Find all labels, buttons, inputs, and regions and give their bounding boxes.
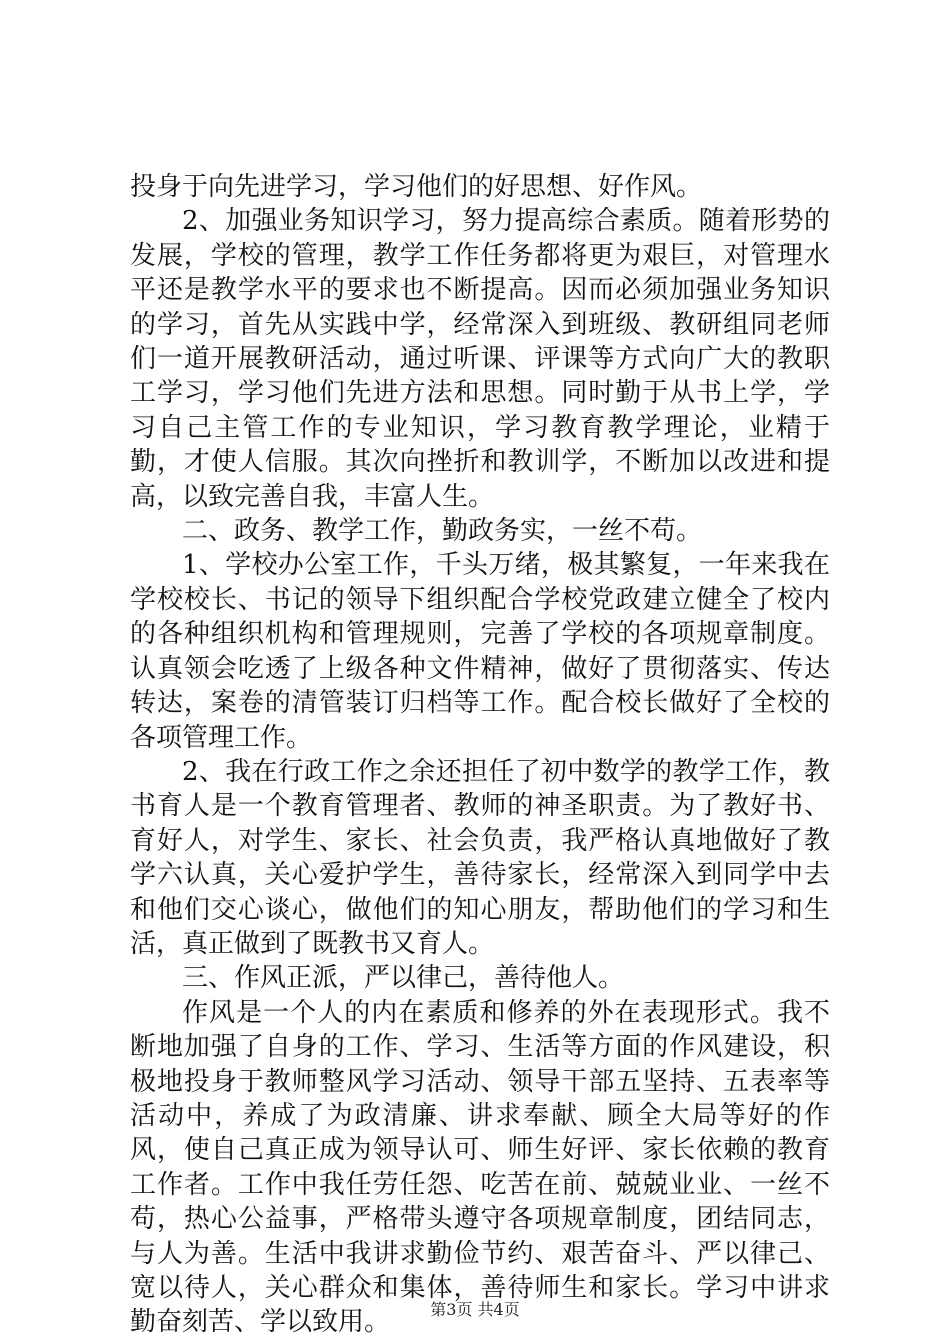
paragraph-1: 投身于向先进学习，学习他们的好思想、好作风。 [130, 172, 703, 202]
paragraph-7: 作风是一个人的内在素质和修养的外在表现形式。我不断地加强了自身的工作、学习、生活等方面的作风建设，积极地投身于教师整风学习活动、领导干部五坚持、五表率等活动中，养成了为政清廉、讲求奉献、顾全大局等好的作风，使自己真正成为领导认可、师生好评、家长依赖的教育工作者。工作中我任劳任怨、吃苦在前、兢兢业业、一丝不苟，热心公益事，严格带头遵守各项规章制度，团结同志，与人为善。生活中我讲求勤俭节约、艰苦奋斗、严以律己、宽以待人，关心群众和集体，善待师生和家长。学习中讲求勤奋刻苦、学以致用。 [130, 997, 830, 1338]
paragraph-5: 2、我在行政工作之余还担任了初中数学的教学工作，教书育人是一个教育管理者、教师的神圣职责。为了教好书、育好人，对学生、家长、社会负责，我严格认真地做好了教学六认真，关心爱护学生，善待家长，经常深入到同学中去和他们交心谈心，做他们的知心朋友，帮助他们的学习和生活，真正做到了既教书又育人。 [130, 756, 830, 959]
paragraph-2: 2、加强业务知识学习，努力提高综合素质。随着形势的发展，学校的管理，教学工作任务都将更为艰巨，对管理水平还是教学水平的要求也不断提高。因而必须加强业务知识的学习，首先从实践中学，经常深入到班级、教研组同老师们一道开展教研活动，通过听课、评课等方式向广大的教职工学习，学习他们先进方法和思想。同时勤于从书上学，学习自己主管工作的专业知识，学习教育教学理论，业精于勤，才使人信服。其次向挫折和教训学，不断加以改进和提高，以致完善自我，丰富人生。 [130, 206, 830, 512]
section-heading-3: 三、作风正派，严以律己，善待他人。 [182, 963, 625, 994]
document-body [130, 170, 830, 1340]
page-footer: 第3页 共4页 [430, 1300, 520, 1319]
section-heading-2: 二、政务、教学工作，勤政务实，一丝不苟。 [182, 516, 703, 547]
paragraph-4: 1、学校办公室工作，千头万绪，极其繁复，一年来我在学校校长、书记的领导下组织配合学校党政建立健全了校内的各种组织机构和管理规则，完善了学校的各项规章制度。认真领会吃透了上级各种文件精神，做好了贯彻落实、传达转达，案卷的清管装订归档等工作。配合校长做好了全校的各项管理工作。 [130, 550, 830, 753]
